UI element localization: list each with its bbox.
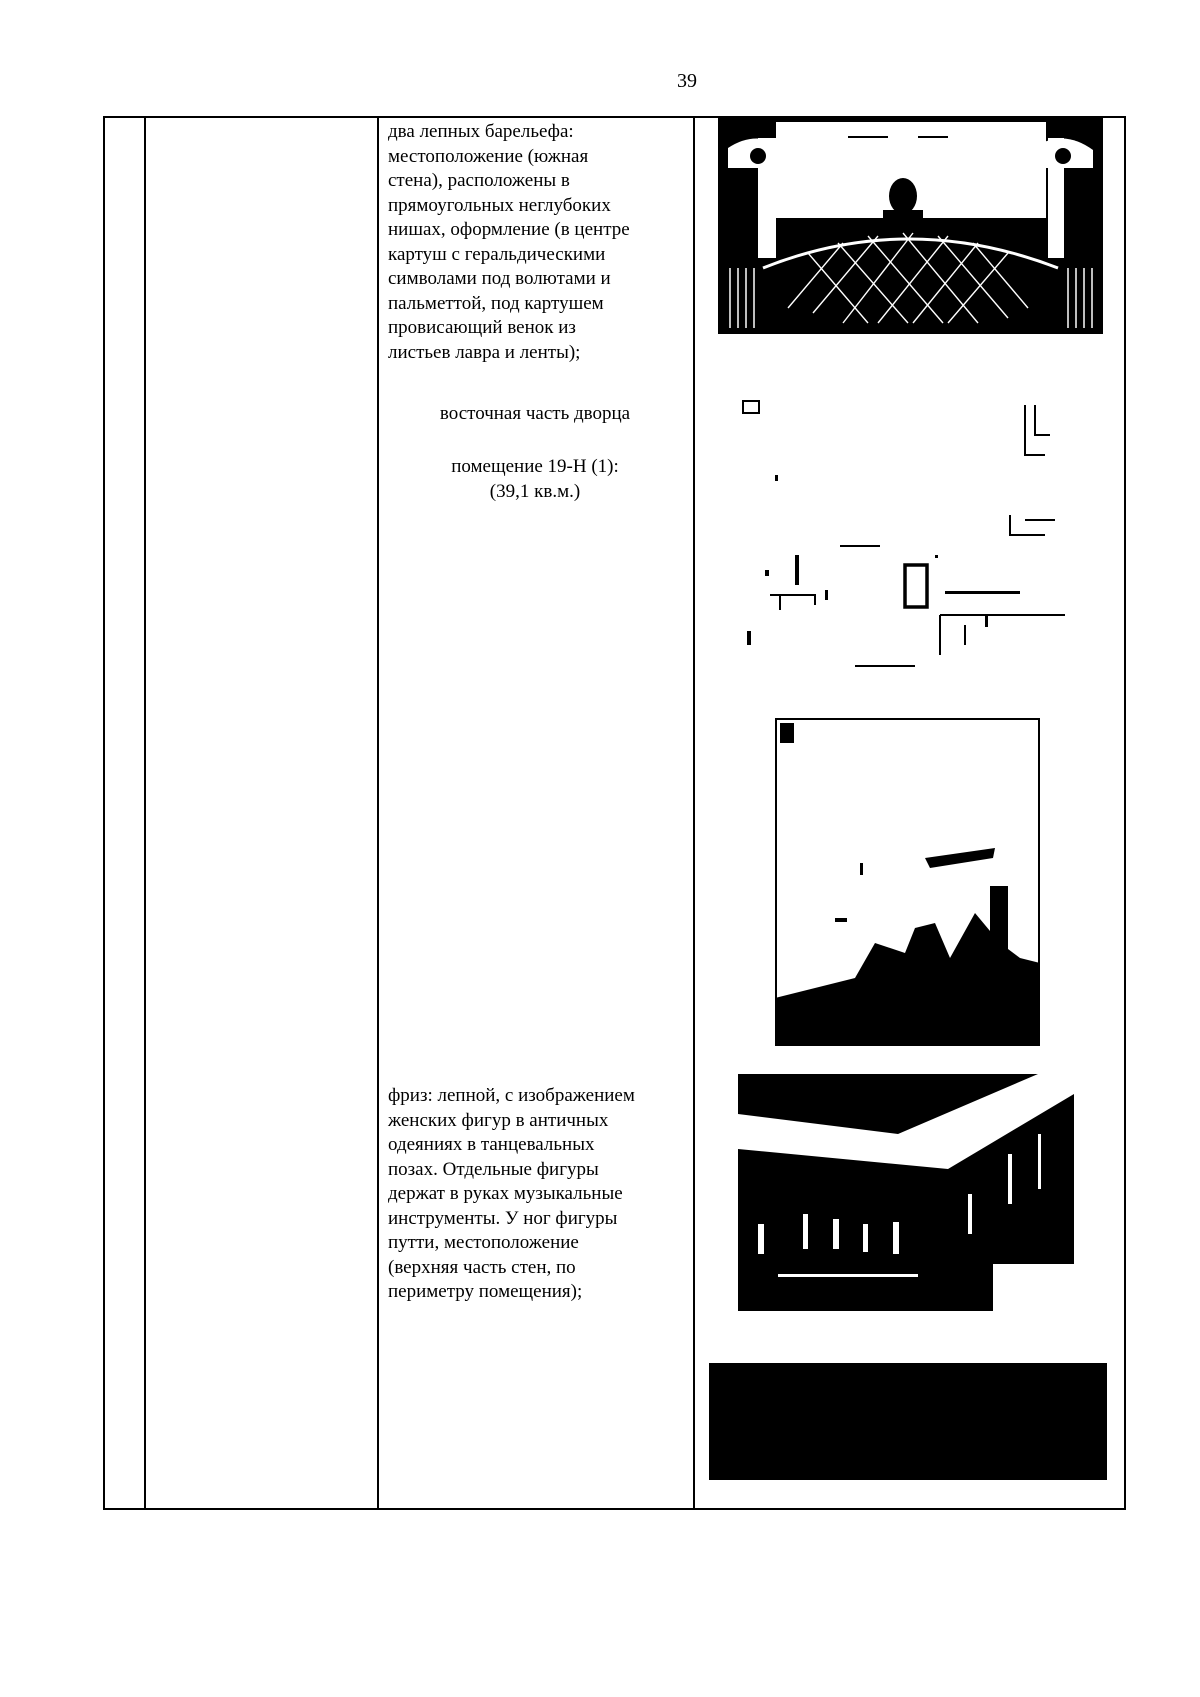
- text-line: нишах, оформление (в центре: [388, 219, 630, 240]
- text-line: картуш с геральдическими: [388, 243, 606, 265]
- frieze-photo: [738, 1074, 1074, 1311]
- text-line: держат в руках музыкальные: [388, 1183, 623, 1204]
- text-line: листьев лавра и ленты);: [388, 341, 581, 363]
- text-line: пальметтой, под картушем: [388, 292, 604, 314]
- table-right-border: [1124, 116, 1126, 1510]
- table-bottom-border: [103, 1508, 1126, 1510]
- text-line: позах. Отдельные фигуры: [388, 1158, 599, 1180]
- text-line: местоположение (южная: [388, 145, 589, 167]
- column-divider-3: [693, 116, 695, 1510]
- text-line: фриз: лепной, с изображением: [388, 1085, 635, 1106]
- page-number: 39: [677, 70, 697, 92]
- text-line: инструменты. У ног фигуры: [388, 1207, 618, 1229]
- column-divider-1: [144, 116, 146, 1510]
- room-area: (39,1 кв.м.): [489, 481, 581, 502]
- text-line: путти, местоположение: [388, 1232, 579, 1253]
- text-line: провисающий венок из: [388, 317, 576, 338]
- section-title: восточная часть дворца: [439, 403, 631, 424]
- room-label: помещение 19-Н (1):: [451, 456, 619, 477]
- frieze-description: [388, 1084, 682, 1305]
- text-line: прямоугольных неглубоких: [388, 194, 611, 216]
- bas-relief-description: [388, 120, 682, 365]
- dark-photo: [709, 1363, 1107, 1480]
- table-left-border: [103, 116, 105, 1510]
- text-line: стена), расположены в: [388, 170, 570, 191]
- room-interior-photo: [775, 718, 1040, 1046]
- text-line: одеяниях в танцевальных: [388, 1134, 595, 1155]
- text-line: два лепных барельефа:: [388, 121, 574, 142]
- text-line: (верхняя часть стен, по: [388, 1256, 576, 1278]
- text-line: символами под волютами и: [388, 268, 611, 289]
- text-line: периметру помещения);: [388, 1281, 583, 1302]
- text-line: женских фигур в античных: [388, 1109, 609, 1131]
- column-divider-2: [377, 116, 379, 1510]
- floor-plan-image: [735, 395, 1065, 685]
- balcony-photo: [718, 118, 1103, 334]
